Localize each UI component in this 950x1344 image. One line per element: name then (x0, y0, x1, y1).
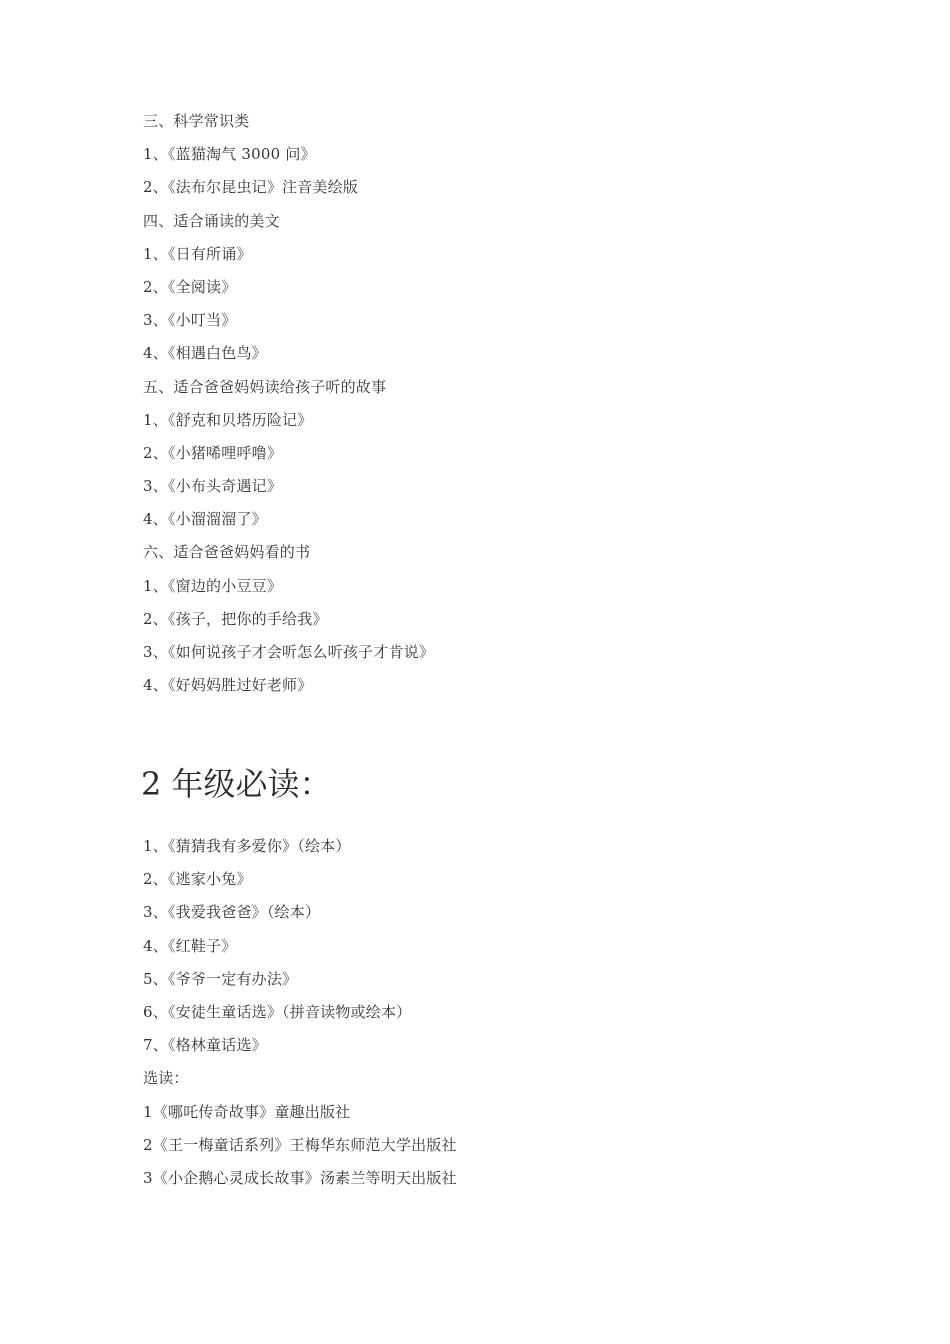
list-item: 3、《小布头奇遇记》 (143, 477, 283, 496)
list-item: 1《哪吒传奇故事》童趣出版社 (143, 1102, 351, 1121)
list-item: 2、《孩子，把你的手给我》 (143, 609, 328, 628)
list-item: 1、《舒克和贝塔历险记》 (143, 410, 313, 429)
section-title-science: 三、科学常识类 (143, 112, 250, 130)
list-item: 4、《好妈妈胜过好老师》 (143, 676, 313, 695)
list-item: 6、《安徒生童话选》（拼音读物或绘本） (143, 1002, 412, 1021)
list-item: 4、《小溜溜溜了》 (143, 510, 267, 529)
list-item: 2、《小猪唏哩呼噜》 (143, 443, 283, 462)
list-item: 5、《爷爷一定有办法》 (143, 969, 298, 988)
list-item: 2、《法布尔昆虫记》注音美绘版 (143, 178, 359, 197)
list-item: 3《小企鹅心灵成长故事》汤素兰等明天出版社 (143, 1168, 457, 1187)
reading-list-sections (143, 105, 863, 702)
list-item: 1、《蓝猫淘气 3000 问》 (143, 145, 316, 164)
list-item: 4、《相遇白色鸟》 (143, 344, 267, 363)
list-item: 1、《猜猜我有多爱你》（绘本） (143, 837, 351, 855)
list-item: 4、《红鞋子》 (143, 936, 237, 955)
list-item: 2《王一梅童话系列》王梅华东师范大学出版社 (143, 1135, 457, 1154)
list-item: 3、《小叮当》 (143, 311, 237, 330)
list-item: 3、《我爱我爸爸》（绘本） (143, 903, 321, 922)
section-title-read-aloud: 五、适合爸爸妈妈读给孩子听的故事 (143, 377, 387, 396)
grade2-heading: 2 年级必读： (141, 765, 332, 803)
list-item: 1、《日有所诵》 (143, 244, 252, 263)
list-item: 2、《逃家小兔》 (143, 870, 252, 889)
section-title-recitation: 四、适合诵读的美文 (143, 211, 280, 230)
list-item: 3、《如何说孩子才会听怎么听孩子才肯说》 (143, 643, 435, 661)
list-item: 7、《格林童话选》 (143, 1036, 267, 1055)
grade2-reading-list (143, 830, 863, 1195)
list-item: 2、《全阅读》 (143, 277, 237, 296)
optional-reading-label: 选读： (143, 1069, 189, 1088)
list-item: 1、《窗边的小豆豆》 (143, 576, 283, 595)
section-title-parents: 六、适合爸爸妈妈看的书 (143, 543, 311, 562)
